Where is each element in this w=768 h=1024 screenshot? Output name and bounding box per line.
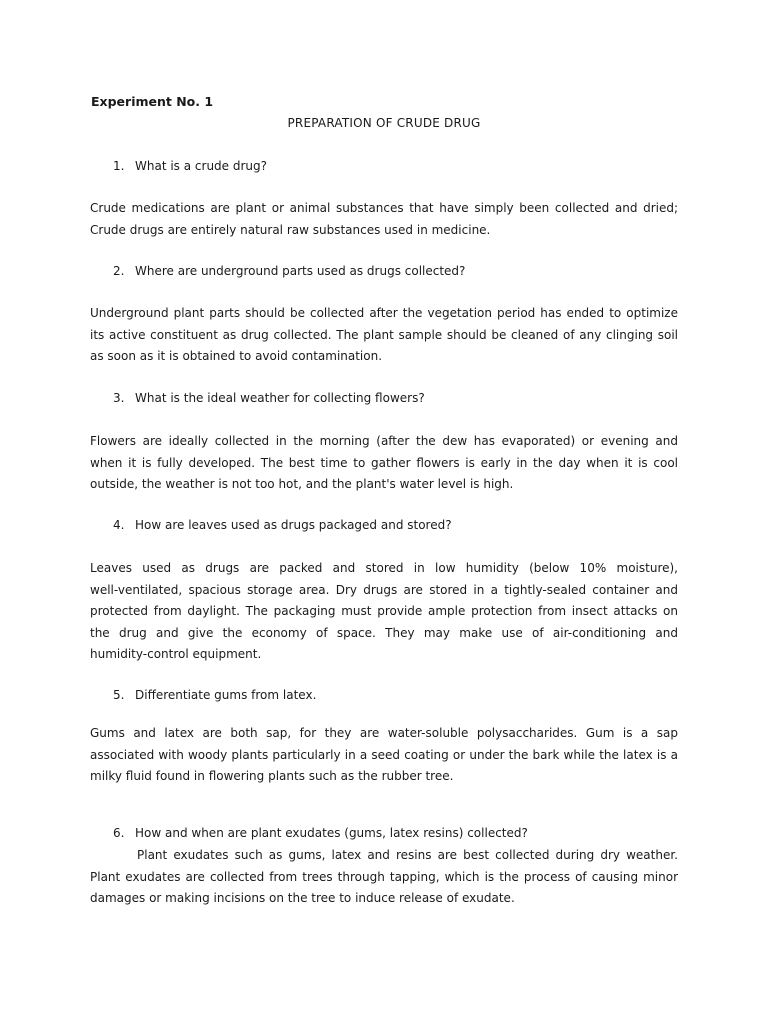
answer-6	[90, 845, 678, 910]
answer-line: milky fluid found in flowering plants such as the rubber tree.	[90, 769, 454, 783]
question-1	[113, 159, 267, 173]
question-text: What is a crude drug?	[135, 159, 268, 173]
question-text: How and when are plant exudates (gums, latex resins) collected?	[135, 826, 528, 840]
answer-line: Flowers are ideally collected in the morning (after the dew has evaporated) or evening and	[90, 434, 678, 448]
question-2	[113, 264, 465, 278]
answer-line: Crude drugs are entirely natural raw substances used in medicine.	[90, 222, 491, 237]
answer-3	[90, 431, 678, 496]
question-4	[113, 518, 452, 532]
question-text: Where are underground parts used as drugs collected?	[135, 264, 466, 278]
question-number: 5.	[113, 688, 125, 702]
question-number: 3.	[113, 391, 125, 405]
question-3	[113, 391, 425, 405]
answer-line: the drug and give the economy of space. They may make use of air-conditioning and	[90, 625, 678, 640]
answer-line: protected from daylight. The packaging must provide ample protection from insect attacks on	[90, 604, 678, 618]
question-5	[113, 688, 316, 702]
answer-5	[90, 723, 678, 788]
question-text: What is the ideal weather for collecting flowers?	[135, 391, 425, 405]
answer-line: Plant exudates are collected from trees through tapping, which is the process of causing minor	[90, 869, 678, 884]
question-number: 1.	[113, 159, 125, 173]
answer-line: its active constituent as drug collected. The plant sample should be cleaned of any clinging soil	[90, 327, 678, 342]
experiment-label: Experiment No. 1	[91, 94, 214, 109]
question-number: 2.	[113, 264, 125, 278]
answer-line: as soon as it is obtained to avoid contamination.	[90, 349, 383, 363]
answer-line: humidity-control equipment.	[90, 647, 262, 661]
answer-line: Plant exudates such as gums, latex and resins are best collected during dry weather.	[137, 848, 678, 862]
answer-line: Underground plant parts should be collected after the vegetation period has ended to optimize	[90, 306, 678, 320]
answer-line: Leaves used as drugs are packed and stored in low humidity (below 10% moisture),	[90, 561, 678, 575]
answer-line: outside, the weather is not too hot, and the plant's water level is high.	[90, 477, 514, 491]
question-6	[113, 826, 528, 840]
answer-line: when it is fully developed. The best time to gather flowers is early in the day when it is cool	[90, 455, 678, 470]
question-number: 4.	[113, 518, 125, 532]
question-number: 6.	[113, 826, 125, 840]
question-text: Differentiate gums from latex.	[135, 688, 317, 702]
answer-line: Gums and latex are both sap, for they are water-soluble polysaccharides. Gum is a sap	[90, 726, 678, 740]
answer-line: Crude medications are plant or animal substances that have simply been collected and dried;	[90, 201, 678, 215]
answer-1	[90, 198, 678, 241]
document-title: PREPARATION OF CRUDE DRUG	[287, 116, 481, 130]
answer-line: associated with woody plants particularly in a seed coating or under the bark while the latex is a	[90, 747, 678, 762]
answer-line: damages or making incisions on the tree to induce release of exudate.	[90, 891, 515, 905]
answer-2	[90, 303, 678, 368]
question-text: How are leaves used as drugs packaged and stored?	[135, 518, 452, 532]
answer-4	[90, 558, 678, 666]
answer-line: well-ventilated, spacious storage area. Dry drugs are stored in a tightly-sealed container and	[90, 582, 678, 597]
